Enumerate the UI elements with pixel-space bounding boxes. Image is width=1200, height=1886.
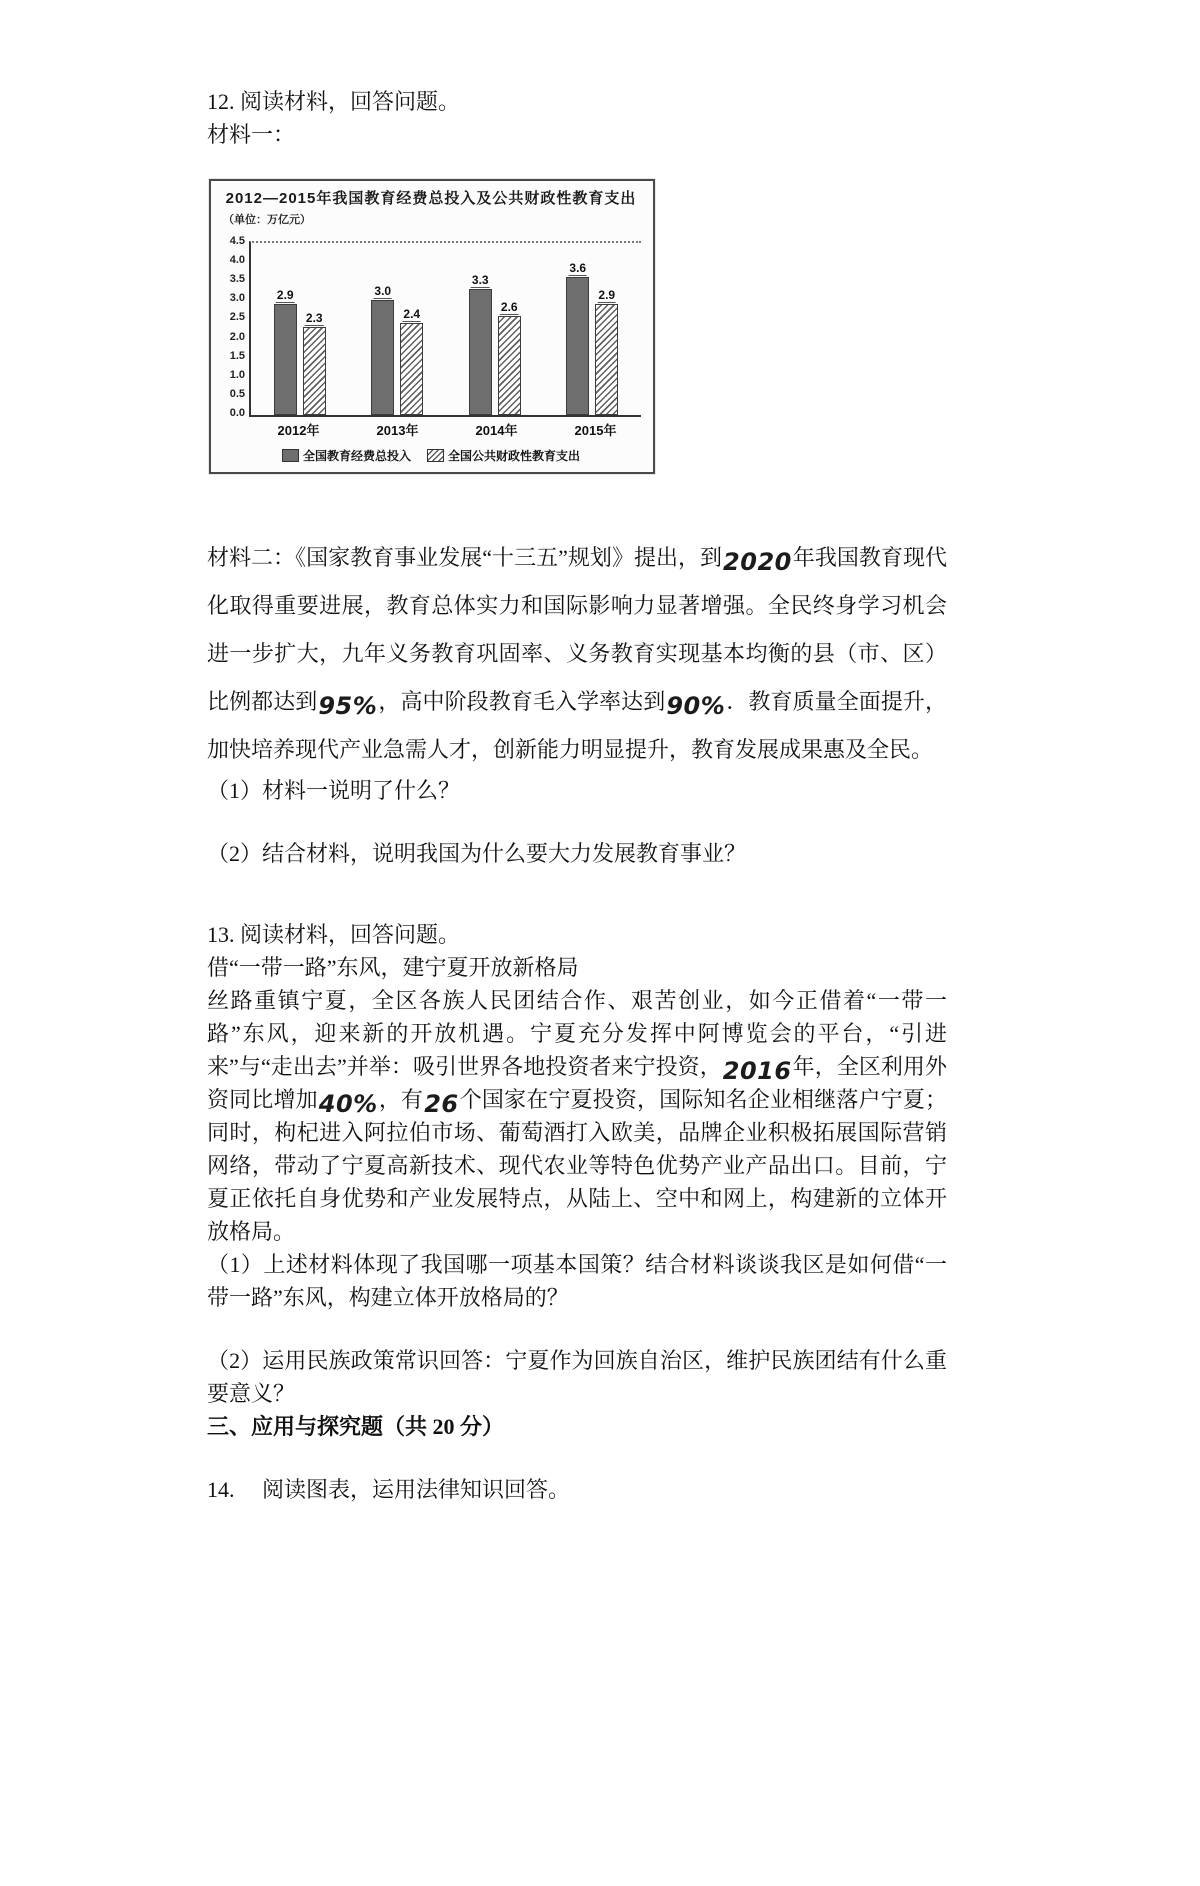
bar-value-label: 3.6: [569, 261, 587, 276]
q13-text: 年，全区利用外资同比增加: [207, 1054, 947, 1112]
material2-text: ，高中阶段教育毛入学率达到: [378, 689, 666, 714]
section3-heading: 三、应用与探究题（共 20 分）: [207, 1414, 505, 1439]
legend-label: 全国公共财政性教育支出: [448, 449, 581, 463]
chart-x-labels: [249, 420, 645, 439]
bar-value-label: 2.9: [598, 288, 616, 303]
y-tick-label: 1.5: [229, 349, 245, 362]
bar-value-label: 2.4: [403, 307, 421, 322]
y-tick-label: 1.0: [229, 368, 245, 381]
material2-text: ．教育质量全面提升，加快培养现代产业急需人才，创新能力明显提升，教育发展成果惠及全民。: [207, 689, 947, 762]
bar-solid: [469, 272, 492, 415]
bar-solid: [274, 288, 297, 415]
q12-subquestion-2: （2）结合材料，说明我国为什么要大力发展教育事业？: [207, 841, 747, 866]
y-tick-label: 0.0: [229, 407, 245, 419]
bottom-whitespace: [207, 1506, 947, 1886]
q13-text: ，有: [378, 1087, 424, 1112]
y-tick-label: 2.5: [229, 311, 245, 324]
material2-text: 年我国教育现代化取得重要进展，教育总体实力和国际影响力显著增强。全民终身学习机会进一步扩大，九年义务教育巩固率、义务教育实现基本均衡的县（市、区）比例都达到: [207, 545, 947, 714]
chart-y-axis: [219, 235, 249, 419]
bar-solid: [566, 261, 589, 415]
q12-heading: 12. 阅读材料，回答问题。: [207, 89, 461, 114]
x-tick-label: 2015年: [574, 423, 617, 438]
q13-subquestion-2: （2）运用民族政策常识回答：宁夏作为回族自治区，维护民族团结有什么重要意义？: [207, 1348, 947, 1406]
q13-subquestion-1: （1）上述材料体现了我国哪一项基本国策？结合材料谈谈我区是如何借“一带一路”东风，构建立体开放格局的？: [207, 1252, 947, 1310]
bar-group: [371, 284, 423, 415]
y-tick-label: 2.0: [229, 330, 245, 343]
q13-text: 个国家在宁夏投资，国际知名企业相继落户宁夏；同时，枸杞进入阿拉伯市场、葡萄酒打入欧美，品牌企业积极拓展国际营销网络，带动了宁夏高新技术、现代农业等特色优势产业产品出口。目前，宁夏正依托自身优势和产业发展特点，从陆上、空中和网上，构建新的立体开放格局。: [207, 1087, 947, 1244]
legend-item: [282, 447, 411, 464]
bar-hatched: [400, 307, 423, 415]
q12-material1-label: 材料一：: [207, 122, 296, 147]
legend-item: [427, 447, 580, 464]
chart-plot: [249, 241, 641, 417]
bar-group: [274, 288, 326, 415]
chart-unit-label: （单位：万亿元）: [223, 214, 311, 226]
material2-text: 材料二：《国家教育事业发展“十三五”规划》提出，到: [207, 545, 723, 570]
bar-hatched: [498, 299, 521, 415]
bar-hatched: [303, 311, 326, 415]
q12-material2-paragraph: [207, 534, 947, 774]
bar-value-label: 3.3: [471, 272, 489, 287]
x-tick-label: 2012年: [277, 423, 320, 438]
legend-label: 全国教育经费总投入: [302, 449, 411, 463]
bar-hatched: [595, 288, 618, 415]
y-tick-label: 3.0: [229, 292, 245, 305]
chart-title: 2012—2015年我国教育经费总投入及公共财政性教育支出: [225, 190, 637, 207]
y-tick-label: 4.0: [229, 254, 245, 267]
bar-value-label: 2.9: [276, 288, 294, 303]
q13-number-2016: 2016: [722, 1057, 792, 1085]
material2-number-90pct: 90%: [666, 692, 726, 720]
q13-number-26: 26: [424, 1090, 459, 1118]
chart-body: [219, 235, 641, 419]
bar-group: [566, 261, 618, 415]
x-tick-label: 2013年: [376, 423, 419, 438]
bar-value-label: 3.0: [374, 284, 392, 299]
y-tick-label: 0.5: [229, 387, 245, 400]
chart-legend: [217, 447, 645, 464]
bar-value-label: 2.3: [305, 311, 323, 326]
q13-heading: 13. 阅读材料，回答问题。: [207, 922, 461, 947]
bar-group: [469, 272, 521, 415]
x-tick-label: 2014年: [475, 423, 518, 438]
q13-subtitle: 借“一带一路”东风，建宁夏开放新格局: [207, 955, 579, 980]
q14-heading: 14. 阅读图表，运用法律知识回答。: [207, 1477, 571, 1502]
legend-swatch-hatched: [427, 449, 444, 462]
material2-number-95pct: 95%: [318, 692, 378, 720]
y-tick-label: 4.5: [229, 235, 245, 247]
material2-number-2020: 2020: [723, 548, 792, 576]
y-tick-label: 3.5: [229, 273, 245, 286]
bar-value-label: 2.6: [500, 299, 518, 314]
q13-number-40pct: 40%: [318, 1090, 378, 1118]
legend-swatch-solid: [282, 449, 299, 462]
bar-solid: [371, 284, 394, 415]
q12-subquestion-1: （1）材料一说明了什么？: [207, 778, 461, 803]
q13-text: 丝路重镇宁夏，全区各族人民团结合作、艰苦创业，如今正借着“一带一路”东风，迎来新的开放机遇。宁夏充分发挥中阿博览会的平台，“引进来”与“走出去”并举：吸引世界各地投资者来宁投资，: [207, 988, 947, 1079]
education-funding-chart: [209, 179, 655, 474]
q13-body-paragraph: [207, 984, 947, 1248]
